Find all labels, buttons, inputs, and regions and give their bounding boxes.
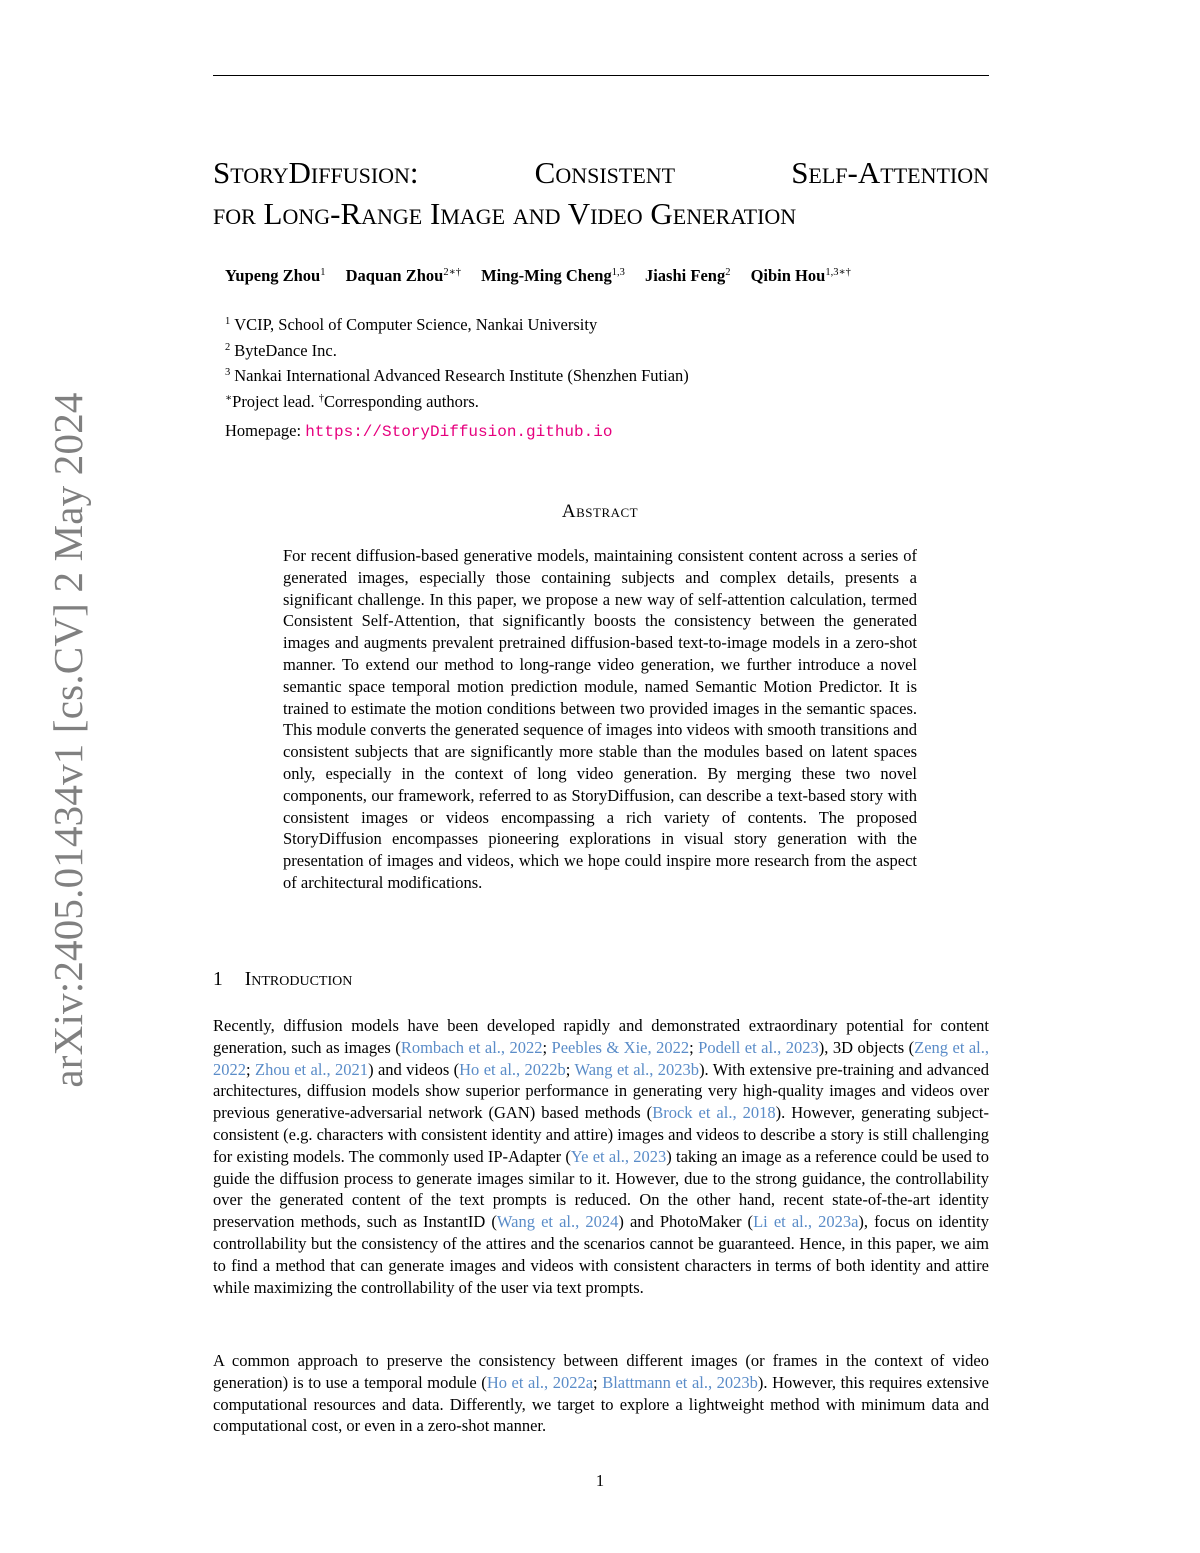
author-name: Qibin Hou <box>750 266 826 285</box>
project-lead-note: Project lead. <box>232 391 315 411</box>
citation-link[interactable]: Ho et al., 2022a <box>486 1372 594 1392</box>
paper-title <box>213 152 989 234</box>
citation-link[interactable]: Podell et al., 2023 <box>698 1037 819 1057</box>
paragraph-text: ) taking an image as a reference could be used to guide the diffusion process to generate images similar to it. However, due to the strong guidance, the controllability over the generated content of the text prompts is reduced. On the other hand, recent state-of-the-art identity preservation methods, such as InstantID ( <box>213 1146 989 1232</box>
top-rule <box>213 75 989 76</box>
intro-paragraph-1 <box>213 1015 989 1298</box>
author-name: Ming-Ming Cheng <box>481 266 612 285</box>
affiliation-mark: 2 <box>225 341 231 353</box>
citation-separator: ; <box>542 1037 552 1057</box>
paragraph-text: ) and PhotoMaker ( <box>618 1212 754 1232</box>
author-affil-mark: 2∗† <box>443 267 461 278</box>
author-list <box>225 266 867 286</box>
citation-link[interactable]: Blattmann et al., 2023b <box>602 1372 758 1392</box>
citation-link[interactable]: Wang et al., 2024 <box>496 1212 619 1232</box>
citation-link[interactable]: Peebles & Xie, 2022 <box>551 1037 690 1057</box>
paragraph-text: ). However, this requires extensive computational resources and data. Differently, we target to explore a lightweight method with minimum data and computational cost, or even in a zero-shot manner. <box>213 1372 989 1436</box>
affiliation-text: VCIP, School of Computer Science, Nankai University <box>234 315 598 334</box>
paragraph-text: ) and videos ( <box>368 1059 460 1079</box>
affiliation-item <box>225 311 689 337</box>
homepage-link[interactable]: https://StoryDiffusion.github.io <box>305 423 613 441</box>
affiliation-item <box>225 362 689 388</box>
affiliation-list <box>225 311 689 413</box>
author <box>645 266 730 285</box>
author-affil-mark: 1,3 <box>611 267 625 278</box>
title-word-self-attention: Self-Attention <box>791 155 989 190</box>
citation-link[interactable]: Ho et al., 2022b <box>459 1059 566 1079</box>
author <box>751 266 851 285</box>
author <box>225 266 326 285</box>
section-title: Introduction <box>244 969 353 990</box>
author-name: Yupeng Zhou <box>225 266 321 285</box>
paragraph-text: ), 3D objects ( <box>818 1037 915 1057</box>
section-heading <box>213 969 352 991</box>
citation-separator: ; <box>593 1372 603 1392</box>
page-number: 1 <box>595 1471 605 1490</box>
title-word-consistent: Consistent <box>534 155 676 190</box>
citation-link[interactable]: Ye et al., 2023 <box>570 1146 667 1166</box>
intro-paragraph-2 <box>213 1350 989 1437</box>
paragraph-text: ). However, generating subject-consistent (e.g. characters with consistent identity and attire) images and videos to describe a story is still challenging for existing models. The commonly used IP-Adapter ( <box>213 1103 989 1166</box>
paragraph-text: ). With extensive pre-training and advanced architectures, diffusion models show superior performance in generating very high-quality images and videos over previous generative-adversarial network (GAN) based methods ( <box>213 1059 989 1123</box>
paragraph-text: ), focus on identity controllability but the consistency of the attires and the scenarios cannot be guaranteed. Hence, in this paper, we aim to find a method that can generate images and videos with consistent characters in terms of both identity and attire while maximizing the controllability of the user via text prompts. <box>213 1212 989 1297</box>
arxiv-stamp: arXiv:2405.01434v1 [cs.CV] 2 May 2024 <box>45 392 91 1088</box>
author <box>346 266 461 285</box>
paragraph-text: Recently, diffusion models have been developed rapidly and demonstrated extraordinary potential for content generation, such as images ( <box>213 1016 989 1057</box>
star-mark: ∗ <box>225 392 233 404</box>
citation-link[interactable]: Zeng et al., 2022 <box>213 1037 990 1079</box>
title-line-2: for Long-Range Image and Video Generation <box>213 196 797 231</box>
citation-link[interactable]: Zhou et al., 2021 <box>254 1059 369 1079</box>
author-affil-mark: 1 <box>320 267 326 278</box>
affiliation-text: ByteDance Inc. <box>234 340 337 360</box>
affiliation-mark: 3 <box>225 367 231 378</box>
citation-separator: ; <box>565 1059 575 1079</box>
affiliation-text: Nankai International Advanced Research Institute (Shenzhen Futian) <box>234 366 689 385</box>
affiliation-mark: 1 <box>225 316 231 327</box>
author-notes <box>225 388 689 414</box>
author <box>481 266 625 285</box>
homepage-line <box>225 421 612 441</box>
citation-separator: ; <box>689 1037 699 1057</box>
section-number: 1 <box>213 969 223 990</box>
abstract-text: For recent diffusion-based generative models, maintaining consistent content across a series of generated images, especially those containing subjects and complex details, presents a significant challenge. In this paper, we propose a new way of self-attention calculation, termed Consistent Self-Attention, that significantly boosts the consistency between the generated images and augments prevalent pretrained diffusion-based text-to-image models in a zero-shot manner. To extend our method to long-range video generation, we further introduce a novel semantic space temporal motion prediction module, named Semantic Motion Predictor. It is trained to estimate the motion conditions between two provided images in the semantic spaces. This module converts the generated sequence of images into videos with smooth transitions and consistent subjects that are significantly more stable than the modules based on latent spaces only, especially in the context of long video generation. By merging these two novel components, our framework, referred to as StoryDiffusion, can describe a text-based story with consistent images or videos encompassing a rich variety of contents. The proposed StoryDiffusion encompasses pioneering explorations in visual story generation with the presentation of images and videos, which we hope could inspire more research from the aspect of architectural modifications. <box>283 546 917 892</box>
citation-link[interactable]: Li et al., 2023a <box>753 1212 859 1232</box>
abstract-heading: Abstract <box>561 501 639 522</box>
title-word-storydiffusion: StoryDiffusion: <box>213 155 419 190</box>
paragraph-text: A common approach to preserve the consistency between different images (or frames in the context of video generation) is to use a temporal module ( <box>213 1351 989 1392</box>
citation-separator: ; <box>246 1059 255 1079</box>
author-name: Daquan Zhou <box>345 266 444 285</box>
author-affil-mark: 2 <box>725 267 731 278</box>
citation-link[interactable]: Rombach et al., 2022 <box>400 1037 543 1057</box>
affiliation-item <box>225 337 689 363</box>
homepage-label: Homepage: <box>225 421 302 440</box>
dagger-mark: † <box>318 392 324 404</box>
author-name: Jiashi Feng <box>644 266 726 285</box>
author-affil-mark: 1,3∗† <box>825 267 851 278</box>
title-line-1 <box>213 152 989 193</box>
citation-link[interactable]: Brock et al., 2018 <box>652 1103 776 1123</box>
corresponding-note: Corresponding authors. <box>323 391 479 411</box>
citation-link[interactable]: Wang et al., 2023b <box>574 1059 700 1079</box>
